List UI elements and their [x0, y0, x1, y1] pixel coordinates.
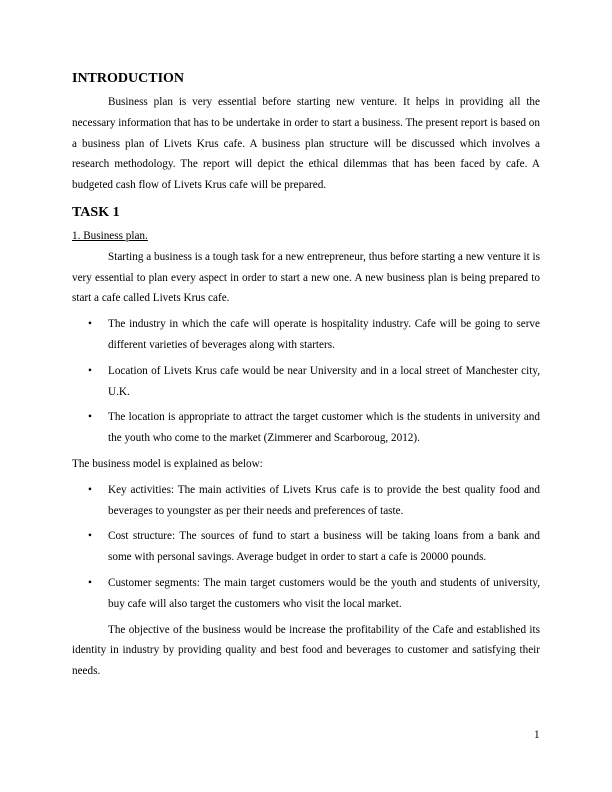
bullet-icon: •	[88, 364, 92, 377]
document-page	[72, 70, 540, 682]
list-item-text: Key activities: The main activities of Livets Krus cafe is to provide the best quality food and beverages to youngster as per their needs and preferences of taste.	[108, 483, 540, 517]
introduction-paragraph: Business plan is very essential before starting new venture. It helps in providing all the necessary information that has to be undertake in order to start a business. The present report is based on a business plan of Livets Krus cafe. A business plan structure will be discussed which involves a research methodology. The report will depict the ethical dilemmas that has been faced by cafe. A budgeted cash flow of Livets Krus cafe will be prepared.	[72, 96, 540, 192]
list-item	[72, 526, 540, 568]
bullet-icon: •	[88, 576, 92, 589]
introduction-heading: INTRODUCTION	[72, 71, 185, 86]
list-item	[72, 573, 540, 615]
list-item-text: Customer segments: The main target customers would be the youth and students of university, buy cafe will also target the customers who visit the local market.	[108, 576, 540, 610]
task-heading: TASK 1	[72, 204, 120, 220]
list-item	[72, 361, 540, 403]
list-item-text: Cost structure: The sources of fund to start a business will be taking loans from a bank and some with personal savings. Average budget in order to start a cafe is 20000 pounds.	[108, 530, 540, 564]
business-plan-bullet-list	[72, 314, 540, 449]
business-plan-subheading: 1. Business plan.	[72, 229, 148, 242]
page-number: 1	[534, 729, 540, 741]
list-item	[72, 480, 540, 522]
list-item-text: The location is appropriate to attract the target customer which is the students in university and the youth who come to the market (Zimmerer and Scarboroug, 2012).	[108, 411, 540, 445]
bullet-icon: •	[88, 411, 92, 424]
bullet-icon: •	[88, 318, 92, 331]
list-item-text: Location of Livets Krus cafe would be near University and in a local street of Manchester city, U.K.	[108, 364, 540, 398]
business-model-bullet-list	[72, 480, 540, 615]
bullet-icon: •	[88, 483, 92, 496]
objective-paragraph: The objective of the business would be increase the profitability of the Cafe and established its identity in industry by providing quality and best food and beverages to customer and satisfying their needs.	[72, 623, 540, 678]
list-item	[72, 407, 540, 449]
business-plan-paragraph: Starting a business is a tough task for a new entrepreneur, thus before starting a new venture it is very essential to plan every aspect in order to start a new one. A new business plan is being prepared to start a cafe called Livets Krus cafe.	[72, 250, 540, 305]
list-item	[72, 314, 540, 356]
list-item-text: The industry in which the cafe will operate is hospitality industry. Cafe will be going to serve different varieties of beverages along with starters.	[108, 318, 540, 351]
bullet-icon: •	[88, 530, 92, 543]
business-model-intro: The business model is explained as below:	[72, 457, 263, 470]
